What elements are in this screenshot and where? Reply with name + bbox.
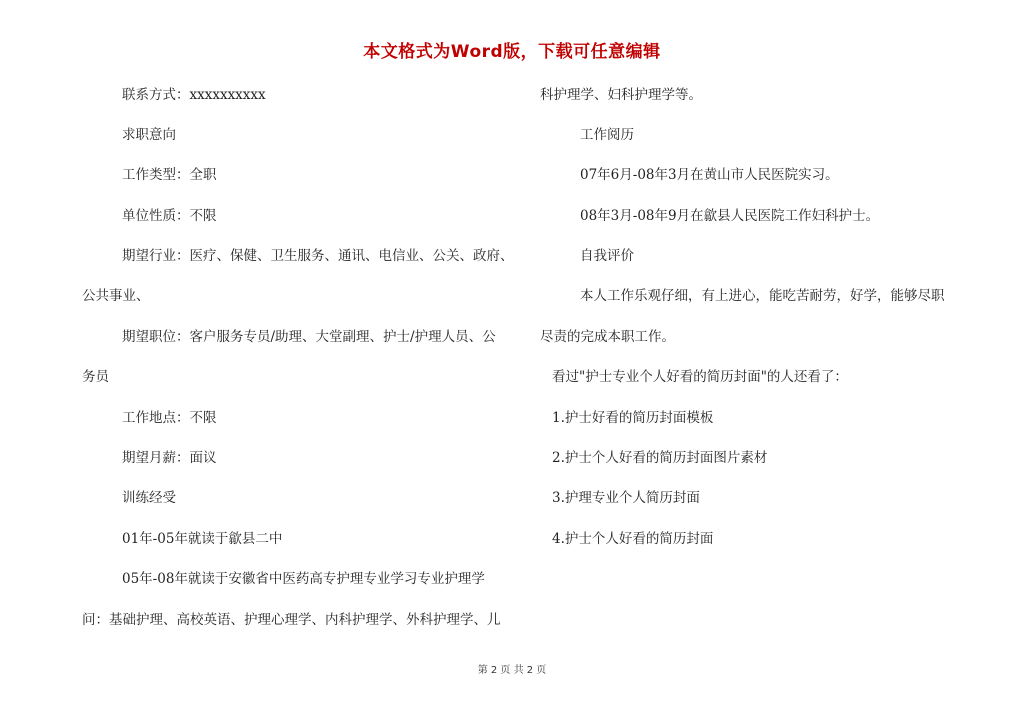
self-evaluation-heading: 自我评价 — [580, 248, 634, 264]
page-number-footer: 第 2 页 共 2 页 — [477, 665, 547, 676]
education-line-2-cont: 问：基础护理、高校英语、护理心理学、内科护理学、外科护理学、儿 — [82, 612, 501, 628]
self-evaluation-cont: 尽责的完成本职工作。 — [540, 329, 675, 345]
related-link-2[interactable]: 2.护士个人好看的简历封面图片素材 — [552, 450, 768, 466]
work-experience-heading: 工作阅历 — [580, 127, 634, 143]
education-line-2: 05年-08年就读于安徽省中医药高专护理专业学习专业护理学 — [122, 571, 485, 587]
position-line-cont: 务员 — [82, 369, 109, 385]
related-link-4[interactable]: 4.护士个人好看的简历封面 — [552, 531, 714, 547]
related-link-3[interactable]: 3.护理专业个人简历封面 — [552, 490, 700, 506]
related-link-1[interactable]: 1.护士好看的简历封面模板 — [552, 410, 714, 426]
salary-line: 期望月薪：面议 — [122, 450, 217, 466]
position-line: 期望职位：客户服务专员/助理、大堂副理、护士/护理人员、公 — [122, 329, 496, 345]
job-type-line: 工作类型：全职 — [122, 167, 217, 183]
contact-line: 联系方式：xxxxxxxxxx — [122, 87, 266, 103]
work-location-line: 工作地点：不限 — [122, 410, 217, 426]
industry-line: 期望行业：医疗、保健、卫生服务、通讯、电信业、公关、政府、 — [122, 248, 514, 264]
experience-line-1: 07年6月-08年3月在黄山市人民医院实习。 — [580, 167, 839, 183]
related-heading: 看过"护士专业个人好看的简历封面"的人还看了： — [552, 369, 848, 385]
training-heading: 训练经受 — [122, 490, 176, 506]
courses-line-cont: 科护理学、妇科护理学等。 — [540, 87, 702, 103]
job-intention-heading: 求职意向 — [122, 127, 176, 143]
self-evaluation-line: 本人工作乐观仔细，有上进心，能吃苦耐劳，好学，能够尽职 — [580, 288, 945, 304]
company-nature-line: 单位性质：不限 — [122, 208, 217, 224]
experience-line-2: 08年3月-08年9月在歙县人民医院工作妇科护士。 — [580, 208, 880, 224]
education-line-1: 01年-05年就读于歙县二中 — [122, 531, 283, 547]
industry-line-cont: 公共事业、 — [82, 288, 150, 304]
document-header-title: 本文格式为Word版，下载可任意编辑 — [363, 42, 661, 62]
